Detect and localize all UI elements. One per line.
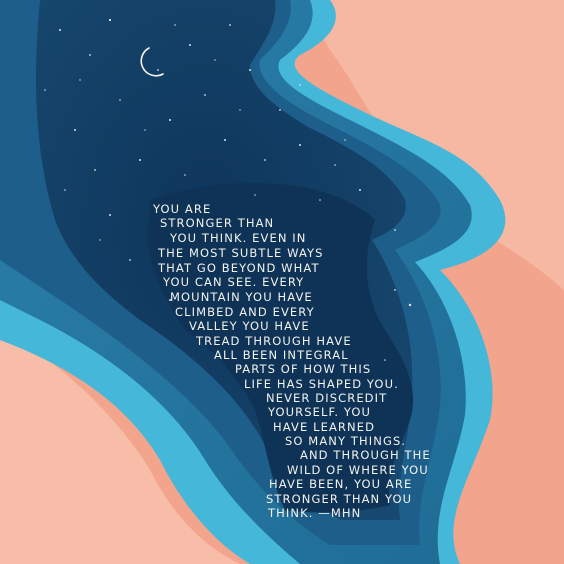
poem-line: WILD OF WHERE YOU: [287, 463, 429, 477]
poem-line: THINK. —MHN: [268, 506, 362, 520]
poem-line: THAT GO BEYOND WHAT: [158, 261, 320, 275]
poem-line: YOURSELF. YOU: [268, 405, 372, 419]
poem-line: PARTS OF HOW THIS: [235, 362, 372, 376]
poem-line: VALLEY YOU HAVE: [189, 319, 310, 333]
poem-line: SO MANY THINGS.: [285, 434, 407, 448]
poem-line: YOU CAN SEE. EVERY: [163, 275, 305, 289]
poem-line: STRONGER THAN YOU: [266, 492, 413, 506]
poem-line: STRONGER THAN: [160, 216, 275, 230]
poem-line: HAVE BEEN, YOU ARE: [269, 477, 413, 491]
poem-line: YOU ARE: [153, 202, 212, 216]
poem-line: NEVER DISCREDIT: [266, 391, 388, 405]
poem-line: HAVE LEARNED: [273, 420, 376, 434]
poem-line: MOUNTAIN YOU HAVE: [170, 290, 313, 304]
poem-line: THE MOST SUBTLE WAYS: [158, 246, 324, 260]
poem-line: AND THROUGH THE: [300, 448, 431, 462]
poem-line: YOU THINK. EVEN IN: [170, 231, 307, 245]
poem-line: TREAD THROUGH HAVE: [196, 334, 352, 348]
poem-line: CLIMBED AND EVERY: [175, 305, 315, 319]
poem-line: ALL BEEN INTEGRAL: [214, 348, 349, 362]
poem-line: LIFE HAS SHAPED YOU.: [244, 377, 399, 391]
